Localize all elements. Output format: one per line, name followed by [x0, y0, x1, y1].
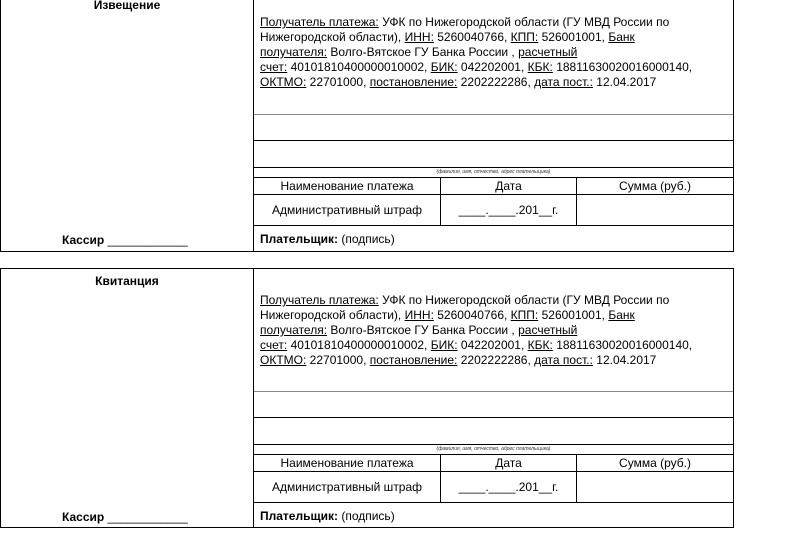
kpp-value: 526001001, [541, 30, 605, 44]
payment-name: Административный штраф [271, 203, 423, 217]
decree-date-value: 12.04.2017 [596, 353, 657, 367]
kpp-label: КПП: [510, 308, 539, 322]
bik-label: БИК: [430, 60, 458, 74]
oktmo-label: ОКТМО: [260, 353, 307, 367]
account-value: 40101810400000010002, [290, 60, 428, 74]
receipt-block [0, 268, 734, 528]
decree-label: постановление: [369, 353, 458, 367]
recipient-value: УФК по Нижегородской области (ГУ МВД России по [382, 15, 670, 29]
payment-date-field[interactable]: ____.____.201__г. [458, 480, 559, 494]
decree-label: постановление: [369, 75, 458, 89]
bik-label: БИК: [430, 338, 458, 352]
payer-line-2 [254, 140, 733, 141]
account-label-cont: счет: [260, 60, 288, 74]
table-header-line [254, 471, 733, 472]
table-top-line [254, 454, 733, 455]
bank-label-cont: получателя: [260, 45, 328, 59]
kbk-value: 18811630020016000140, [556, 60, 693, 74]
recipient-details [260, 15, 730, 90]
cashier-label: Кассир [62, 233, 105, 247]
kbk-label: КБК: [527, 338, 553, 352]
receipt-cashier [62, 510, 188, 524]
payer-line-3 [254, 167, 733, 168]
col-header-sum: Сумма (руб.) [619, 179, 691, 193]
kbk-label: КБК: [527, 60, 553, 74]
kbk-value: 18811630020016000140, [556, 338, 693, 352]
col-header-sum: Сумма (руб.) [619, 456, 691, 470]
payer-line-3 [254, 444, 733, 445]
inn-label: ИНН: [404, 308, 434, 322]
bank-label: Банк [608, 30, 635, 44]
payer-label: Плательщик: [260, 509, 338, 523]
receipt-title: Квитанция [95, 274, 159, 288]
payer-signature [260, 232, 395, 246]
col-header-date: Дата [495, 456, 522, 470]
bank-value: Волго-Вятское ГУ Банка России , [330, 45, 515, 59]
bank-label-cont: получателя: [260, 323, 328, 337]
kpp-label: КПП: [510, 30, 539, 44]
cashier-label: Кассир [62, 510, 105, 524]
oktmo-value: 22701000, [309, 353, 367, 367]
oktmo-label: ОКТМО: [260, 75, 307, 89]
recipient-value-cont: Нижегородской области), [260, 30, 402, 44]
cashier-signature-line: ____________ [107, 233, 188, 247]
recipient-label: Получатель платежа: [260, 15, 379, 29]
oktmo-value: 22701000, [309, 75, 367, 89]
account-label: расчетный [518, 323, 578, 337]
table-header-line [254, 194, 733, 195]
payer-signature [260, 509, 395, 523]
account-value: 40101810400000010002, [290, 338, 428, 352]
table-bottom-line [254, 225, 733, 226]
decree-value: 2202222286, [460, 75, 531, 89]
payment-date-field[interactable]: ____.____.201__г. [458, 203, 559, 217]
account-label: расчетный [518, 45, 578, 59]
bik-value: 042202001, [460, 60, 525, 74]
notice-cashier [62, 233, 188, 247]
decree-date-label: дата пост.: [534, 75, 593, 89]
account-label-cont: счет: [260, 338, 288, 352]
recipient-label: Получатель платежа: [260, 293, 379, 307]
notice-title: Извещение [93, 0, 161, 12]
col-header-name: Наименование платежа [280, 179, 414, 193]
notice-right-column [254, 0, 734, 252]
bik-value: 042202001, [460, 338, 525, 352]
inn-value: 5260040766, [437, 308, 508, 322]
decree-date-value: 12.04.2017 [596, 75, 657, 89]
table-top-line [254, 177, 733, 178]
col-header-name: Наименование платежа [280, 456, 414, 470]
receipt-right-column [254, 268, 734, 528]
decree-value: 2202222286, [460, 353, 531, 367]
payer-line-1 [254, 114, 733, 115]
fio-caption: (фамилия, имя, отчество, адрес плательщика) [436, 446, 551, 452]
kpp-value: 526001001, [541, 308, 605, 322]
payer-sign-hint: (подпись) [341, 232, 395, 246]
receipt-left-column [0, 268, 254, 528]
recipient-value: УФК по Нижегородской области (ГУ МВД России по [382, 293, 670, 307]
payer-sign-hint: (подпись) [341, 509, 395, 523]
payer-line-2 [254, 417, 733, 418]
bank-value: Волго-Вятское ГУ Банка России , [330, 323, 515, 337]
cashier-signature-line: ____________ [107, 510, 188, 524]
col-header-date: Дата [495, 179, 522, 193]
inn-value: 5260040766, [437, 30, 508, 44]
recipient-value-cont: Нижегородской области), [260, 308, 402, 322]
bank-label: Банк [608, 308, 635, 322]
notice-block [0, 0, 734, 252]
table-bottom-line [254, 502, 733, 503]
recipient-details [260, 293, 730, 368]
inn-label: ИНН: [404, 30, 434, 44]
payer-label: Плательщик: [260, 232, 338, 246]
notice-left-column [0, 0, 254, 252]
decree-date-label: дата пост.: [534, 353, 593, 367]
fio-caption: (фамилия, имя, отчество, адрес плательщика) [436, 169, 551, 175]
payment-name: Административный штраф [271, 480, 423, 494]
payer-line-1 [254, 391, 733, 392]
